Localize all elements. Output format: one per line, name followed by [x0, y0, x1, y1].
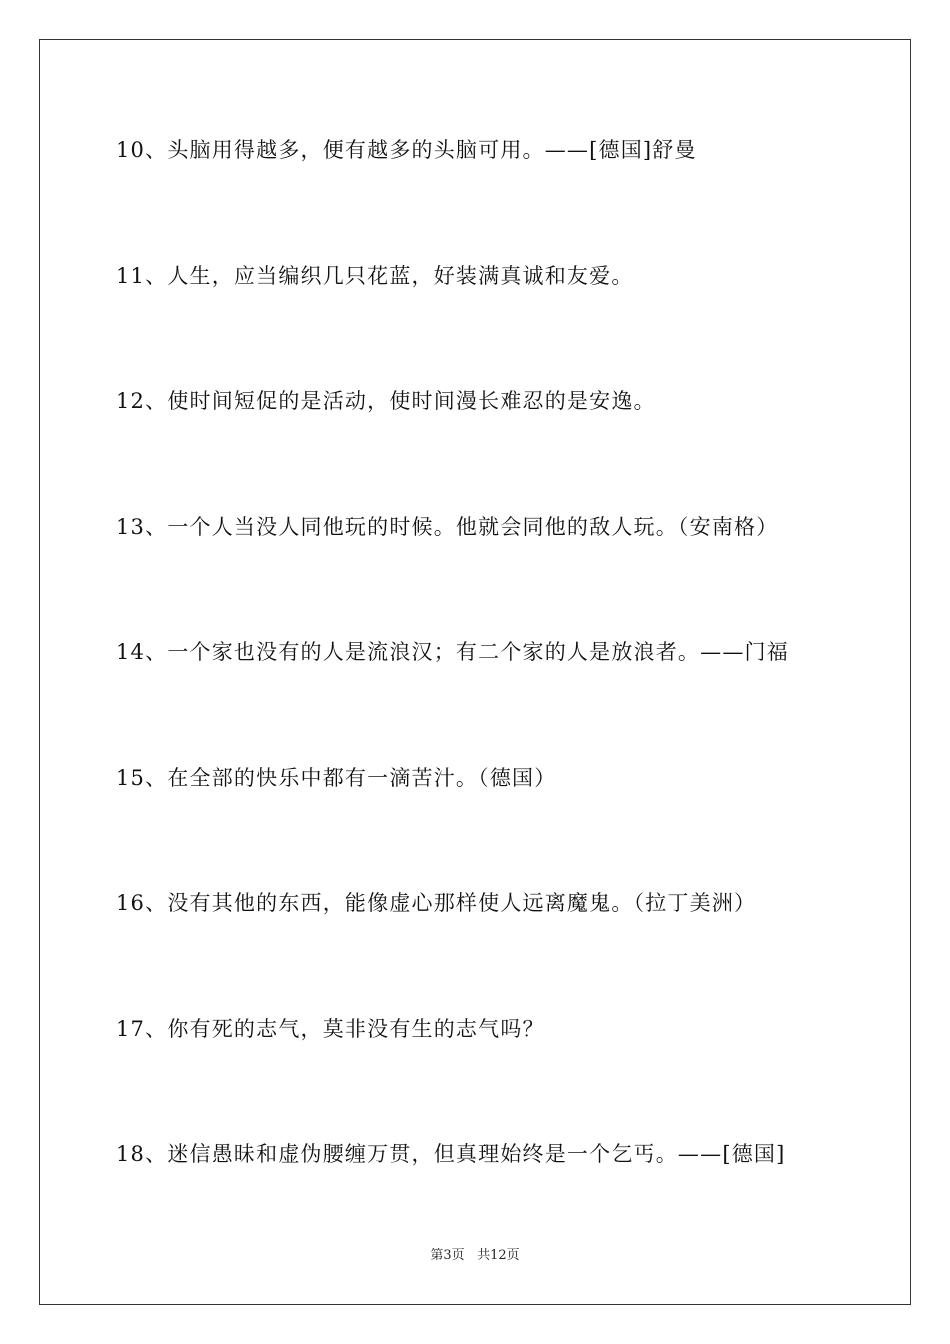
- quote-item: 17、你有死的志气，莫非没有生的志气吗？: [116, 1016, 545, 1041]
- page-number: 第3页: [430, 1248, 465, 1263]
- total-pages: 共12页: [477, 1248, 520, 1263]
- quote-item: 18、迷信愚昧和虚伪腰缠万贯，但真理始终是一个乞丐。——[德国]: [116, 1142, 786, 1166]
- page-footer: [0, 1246, 950, 1266]
- quote-list: [116, 130, 856, 1260]
- quote-item: 10、头脑用得越多，便有越多的头脑可用。——[德国]舒曼: [116, 138, 697, 162]
- quote-item: 16、没有其他的东西，能像虚心那样使人远离魔鬼。（拉丁美洲）: [116, 891, 757, 915]
- quote-item: 13、一个人当没人同他玩的时候。他就会同他的敌人玩。（安南格）: [116, 514, 779, 539]
- quote-item: 11、人生，应当编织几只花蓝，好装满真诚和友爱。: [116, 263, 634, 288]
- quote-item: 14、一个家也没有的人是流浪汉；有二个家的人是放浪者。——门福: [116, 640, 789, 664]
- quote-item: 12、使时间短促的是活动，使时间漫长难忍的是安逸。: [116, 389, 656, 413]
- quote-item: 15、在全部的快乐中都有一滴苦汁。（德国）: [116, 765, 557, 790]
